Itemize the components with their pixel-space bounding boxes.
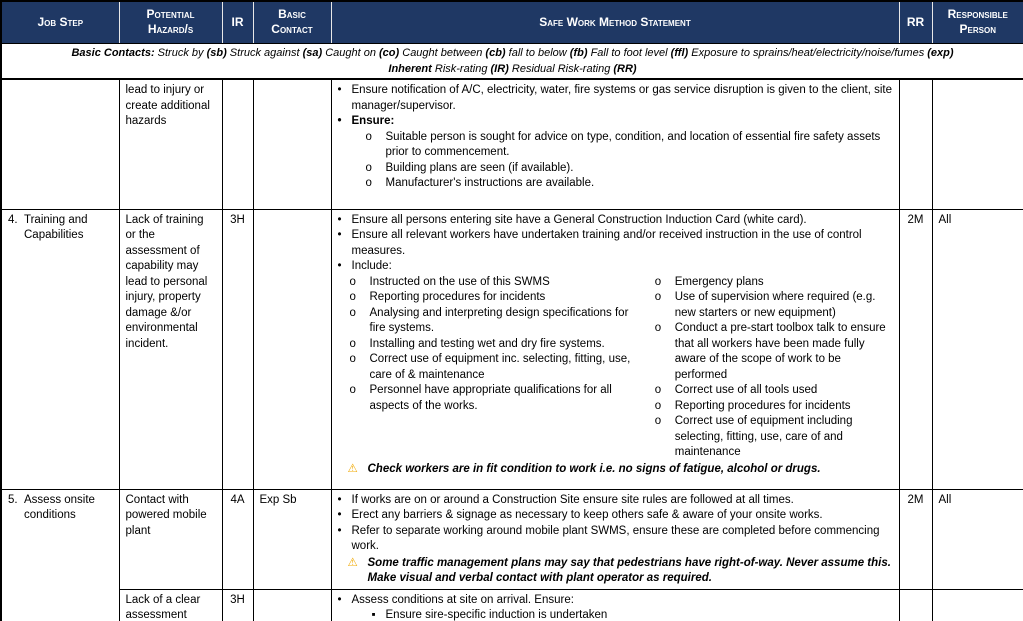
bullet-item: [338, 493, 893, 509]
bullet-text: Ensure sire-specific induction is undertaken: [385, 609, 608, 621]
responsible-cell: [932, 589, 1023, 621]
rr-cell: [899, 489, 932, 589]
bullet-item: [655, 290, 893, 321]
basic-contact-value: Exp Sb: [259, 493, 297, 506]
bullet-icon: [338, 83, 352, 114]
col-header-rr: RR: [899, 1, 932, 43]
hazard-text: Lack of a clear assessment: [125, 593, 201, 621]
bullet-item: [372, 608, 893, 621]
bullet-item: [655, 275, 893, 291]
basic-contact-cell: [253, 589, 331, 621]
bullet-icon: [338, 213, 352, 229]
circle-bullet-icon: [350, 337, 370, 353]
bullet-item: [366, 161, 893, 177]
job-step-cell: [1, 209, 119, 489]
bullet-item: [338, 259, 893, 275]
bullet-text: Reporting procedures for incidents: [369, 291, 546, 303]
row-training-capabilities: [1, 209, 1023, 489]
bullet-item: [366, 130, 893, 161]
circle-bullet-icon: [655, 399, 675, 415]
bullet-text: Instructed on the use of this SWMS: [369, 275, 550, 288]
rr-value: 2M: [907, 493, 924, 506]
circle-bullet-icon: [366, 176, 386, 192]
bullet-text: Ensure notification of A/C, electricity, water, fire systems or gas service disruption is given to the client, site manager/supervisor.: [351, 84, 893, 112]
job-step: [8, 493, 113, 524]
row-assess-onsite-1: [1, 489, 1023, 589]
bullet-item: [338, 114, 893, 130]
bullet-item: [350, 337, 643, 353]
bullet-text: Ensure all persons entering site have a General Construction Induction Card (white card).: [351, 213, 807, 226]
include-column-right: [643, 275, 893, 461]
bullet-text: Refer to separate working around mobile plant SWMS, ensure these are completed before commencing work.: [351, 524, 880, 552]
responsible-value: All: [938, 213, 952, 226]
hazard-cell: [119, 589, 222, 621]
bullet-text: Correct use of equipment inc. selecting, fitting, use, care of & maintenance: [369, 353, 631, 381]
bullet-text: Conduct a pre-start toolbox talk to ensure that all workers have been made fully aware of the scope of work to be performed: [674, 322, 886, 381]
circle-bullet-icon: [655, 290, 675, 321]
bullet-item: [338, 83, 893, 114]
bullet-text: Reporting procedures for incidents: [674, 399, 851, 412]
job-step-cell: [1, 489, 119, 621]
bullet-item: [350, 275, 643, 291]
bullet-icon: [338, 524, 352, 555]
bullet-icon: [338, 493, 352, 509]
responsible-cell: [932, 489, 1023, 589]
hazard-cell: [119, 79, 222, 209]
bullet-icon: [338, 259, 352, 275]
hazard-text: lead to injury or create additional hazards: [125, 84, 210, 127]
legend-text: Basic Contacts:: [71, 46, 155, 59]
circle-bullet-icon: [350, 352, 370, 383]
row-assess-onsite-2: [1, 589, 1023, 621]
bullet-icon: [338, 228, 352, 259]
bullet-item: [655, 414, 893, 461]
hazard-cell: [119, 489, 222, 589]
ir-cell: [222, 489, 253, 589]
bullet-item: [338, 593, 893, 609]
col-header-swms: Safe Work Method Statement: [331, 1, 899, 43]
ir-cell: [222, 79, 253, 209]
bullet-text: Building plans are seen (if available).: [385, 161, 574, 174]
legend-text: (exp): [927, 46, 954, 59]
bullet-icon: [338, 593, 352, 609]
legend-text: (ffl): [670, 46, 689, 59]
bullet-text: Use of supervision where required (e.g. new starters or new equipment): [674, 291, 876, 319]
legend-text: Inherent: [388, 62, 432, 75]
legend-text: Risk-rating: [431, 62, 491, 75]
legend-text: (IR): [490, 62, 509, 75]
bullet-item: [350, 383, 643, 414]
hazard-text: Lack of training or the assessment of capability may lead to personal injury, property damage &/or environmental incident.: [125, 213, 208, 350]
warning-note: [348, 462, 893, 478]
legend-text: (cb): [485, 46, 506, 59]
responsible-cell: [932, 209, 1023, 489]
bullet-icon: [338, 114, 352, 130]
include-columns: [338, 275, 893, 461]
basic-contact-cell: [253, 489, 331, 589]
legend-text: Struck against: [226, 46, 303, 59]
table-header-row: [1, 1, 1023, 43]
hazard-cell: [119, 209, 222, 489]
bullet-item: [338, 508, 893, 524]
bullet-text: If works are on or around a Construction Site ensure site rules are followed at all times.: [351, 493, 794, 506]
warning-text: Some traffic management plans may say that pedestrians have right-of-way. Never assume this. Make visual and verbal contact with plant operator as required.: [367, 556, 891, 584]
basic-contacts-legend: [6, 45, 1019, 61]
legend-text: Fall to foot level: [587, 46, 671, 59]
bullet-icon: [338, 508, 352, 524]
swms-cell: [331, 209, 899, 489]
circle-bullet-icon: [350, 306, 370, 337]
bullet-text: Assess conditions at site on arrival. Ensure:: [351, 593, 574, 606]
rr-value: 2M: [907, 213, 924, 226]
circle-bullet-icon: [655, 275, 675, 291]
bullet-item: [655, 383, 893, 399]
job-step-cell: [1, 79, 119, 209]
circle-bullet-icon: [655, 383, 675, 399]
circle-bullet-icon: [350, 383, 370, 414]
swms-cell: [331, 489, 899, 589]
warning-icon: [348, 462, 368, 478]
hazard-text: Contact with powered mobile plant: [125, 493, 207, 537]
bullet-text: Manufacturer's instructions are available.: [385, 177, 595, 189]
ir-cell: [222, 589, 253, 621]
bullet-item: [350, 352, 643, 383]
job-step-label: Assess onsite conditions: [24, 493, 95, 521]
legend-text: (sb): [206, 46, 227, 59]
circle-bullet-icon: [350, 275, 370, 291]
col-header-potential-hazards: Potential Hazard/s: [119, 1, 222, 43]
swms-cell: [331, 589, 899, 621]
legend-text: (RR): [613, 62, 637, 75]
swms-cell: [331, 79, 899, 209]
rr-cell: [899, 79, 932, 209]
bullet-item: [350, 290, 643, 306]
bullet-text: Correct use of equipment including selecting, fitting, use, care of and maintenance: [674, 415, 853, 458]
row-continuation: [1, 79, 1023, 209]
legend-text: (sa): [302, 46, 323, 59]
ir-value: 3H: [230, 213, 245, 226]
ir-cell: [222, 209, 253, 489]
warning-text: Check workers are in fit condition to work i.e. no signs of fatigue, alcohol or drugs.: [367, 462, 821, 475]
job-step: [8, 213, 113, 244]
legend-text: Struck by: [154, 46, 207, 59]
legend-text: (co): [379, 46, 400, 59]
bullet-text: Ensure:: [351, 115, 395, 127]
square-bullet-icon: [372, 608, 386, 621]
bullet-item: [655, 399, 893, 415]
job-step-label: Training and Capabilities: [24, 213, 88, 241]
warning-icon: [348, 556, 368, 587]
bullet-text: Analysing and interpreting design specifications for fire systems.: [369, 306, 629, 334]
legend-text: Exposure to sprains/heat/electricity/noise/fumes: [688, 46, 928, 59]
rr-cell: [899, 589, 932, 621]
col-header-ir: IR: [222, 1, 253, 43]
bullet-text: Erect any barriers & signage as necessary to keep others safe & aware of your onsite works.: [351, 509, 823, 521]
ir-value: 4A: [230, 493, 245, 506]
bullet-text: Installing and testing wet and dry fire systems.: [369, 337, 605, 350]
ir-value: 3H: [230, 593, 245, 606]
legend-text: (fb): [569, 46, 588, 59]
bullet-item: [655, 321, 893, 383]
col-header-basic-contact: Basic Contact: [253, 1, 331, 43]
responsible-value: All: [938, 493, 952, 506]
legend-cell: [1, 43, 1023, 79]
risk-rating-legend: [6, 61, 1019, 77]
rr-cell: [899, 209, 932, 489]
bullet-text: Ensure all relevant workers have undertaken training and/or received instruction in the use of control measures.: [351, 229, 862, 257]
circle-bullet-icon: [366, 130, 386, 161]
col-header-job-step: Job Step: [1, 1, 119, 43]
include-column-left: [338, 275, 643, 461]
bullet-text: Personnel have appropriate qualifications for all aspects of the works.: [369, 384, 612, 412]
bullet-item: [350, 306, 643, 337]
bullet-item: [338, 213, 893, 229]
legend-text: fall to below: [505, 46, 570, 59]
basic-contact-cell: [253, 79, 331, 209]
basic-contact-cell: [253, 209, 331, 489]
bullet-item: [338, 228, 893, 259]
bullet-text: Include:: [351, 260, 392, 272]
bullet-item: [338, 524, 893, 555]
responsible-cell: [932, 79, 1023, 209]
warning-note: [348, 556, 893, 587]
bullet-item: [366, 176, 893, 192]
bullet-text: Suitable person is sought for advice on type, condition, and location of essential fire safety assets prior to commencement.: [385, 130, 881, 158]
legend-text: Caught between: [399, 46, 486, 59]
circle-bullet-icon: [350, 290, 370, 306]
circle-bullet-icon: [655, 321, 675, 383]
legend-text: Residual Risk-rating: [508, 62, 614, 75]
job-step-number: 4.: [8, 213, 18, 226]
bullet-text: Emergency plans: [674, 275, 764, 288]
legend-text: Caught on: [322, 46, 380, 59]
circle-bullet-icon: [655, 414, 675, 461]
bullet-text: Correct use of all tools used: [674, 384, 818, 396]
legend-row: [1, 43, 1023, 79]
col-header-responsible-person: Responsible Person: [932, 1, 1023, 43]
circle-bullet-icon: [366, 161, 386, 177]
job-step-number: 5.: [8, 493, 18, 506]
